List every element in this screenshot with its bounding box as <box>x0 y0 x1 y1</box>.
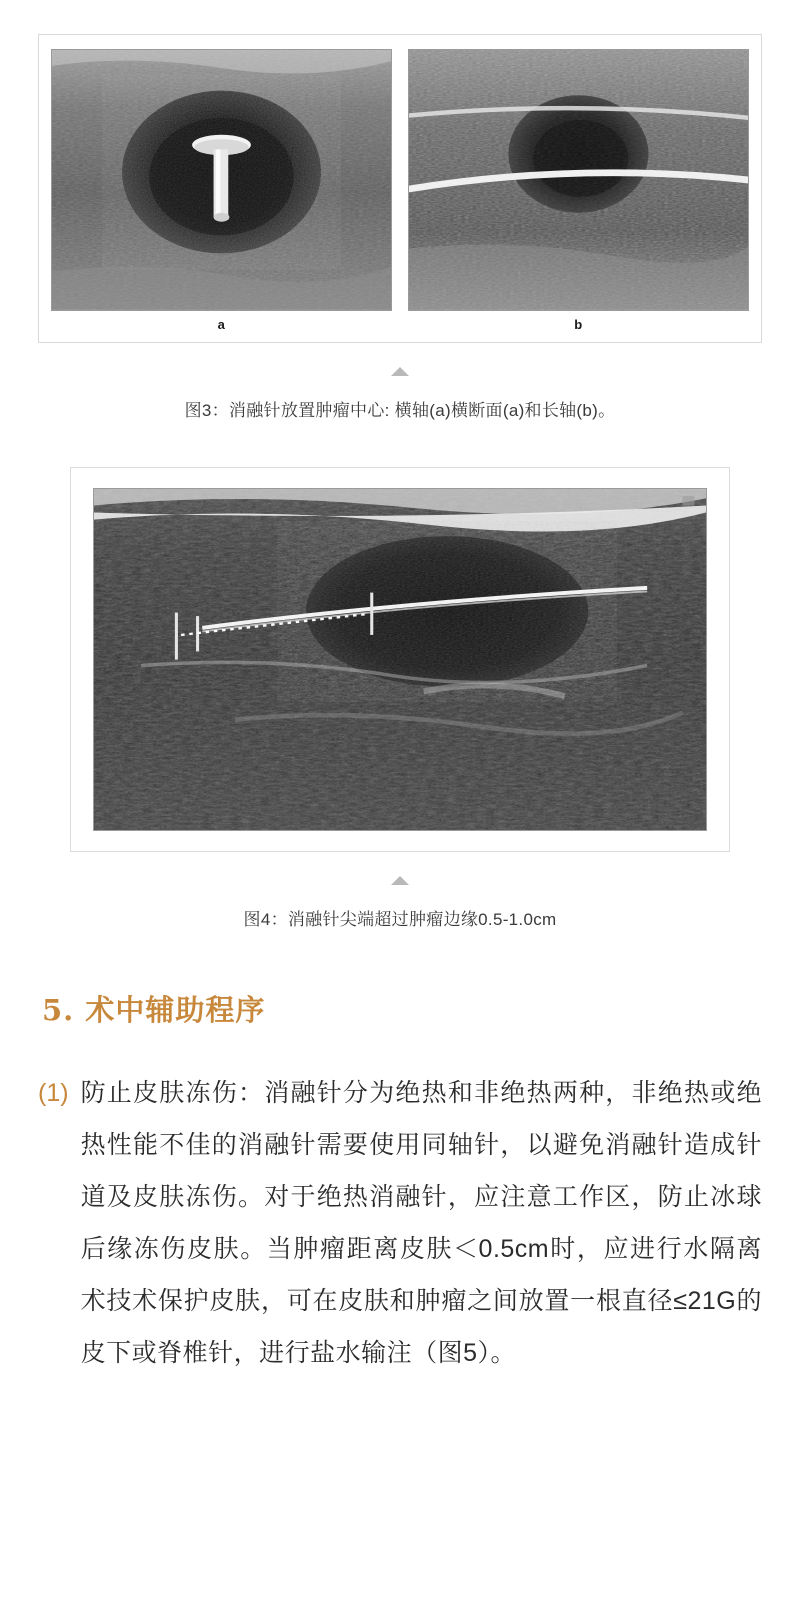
section-heading: 5. 术中辅助程序 <box>42 993 266 1028</box>
figure-3-caret-icon <box>391 367 409 376</box>
numbered-paragraph <box>38 1067 762 1379</box>
figure-3-panel-a <box>51 49 392 332</box>
figure-3-panel-row <box>51 49 749 332</box>
figure-4-caption: 图4：消融针尖端超过肿瘤边缘0.5-1.0cm <box>243 910 557 930</box>
figure-4-caret-icon <box>391 876 409 885</box>
ultrasound-image-b <box>408 49 749 311</box>
figure-4-frame <box>70 467 730 852</box>
figure-3-label-b: b <box>574 316 583 332</box>
paragraph-marker: (1) <box>38 1079 69 1108</box>
figure-3-frame <box>38 34 762 343</box>
paragraph-text: 防止皮肤冻伤：消融针分为绝热和非绝热两种，非绝热或绝热性能不佳的消融针需要使用同轴针，以避免消融针造成针道及皮肤冻伤。对于绝热消融针，应注意工作区，防止冰球后缘冻伤皮肤。当肿瘤距离皮肤＜0.5cm时，应进行水隔离术技术保护皮肤，可在皮肤和肿瘤之间放置一根直径≤21G的皮下或脊椎针，进行盐水输注（图5）。 <box>80 1079 762 1368</box>
ultrasound-image-panoramic <box>93 488 707 831</box>
figure-3-label-a: a <box>217 316 226 332</box>
figure-3-panel-b <box>408 49 749 332</box>
ultrasound-image-a <box>51 49 392 311</box>
figure-3-caption: 图3：消融针放置肿瘤中心: 横轴(a)横断面(a)和长轴(b)。 <box>184 400 616 420</box>
